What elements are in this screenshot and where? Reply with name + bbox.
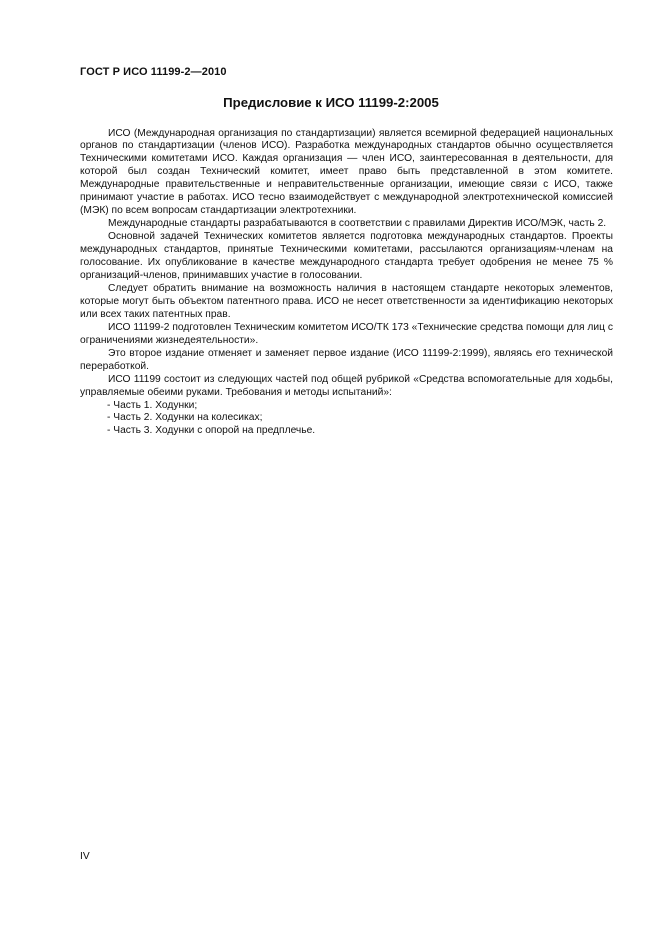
paragraph-committee-task: Основной задачей Технических комитетов является подготовка международных стандартов. Проекты международных стандартов, принятые Техническими комитетами, рассылаются организациям-членам на голосование. Их опубликование в качестве международного стандарта требует одобрения не менее 75 % организаций-членов, принимавших участие в голосовании. [80, 231, 613, 281]
body-text [80, 128, 613, 439]
section-title: Предисловие к ИСО 11199-2:2005 [223, 95, 439, 110]
paragraph-directives: Международные стандарты разрабатываются в соответствии с правилами Директив ИСО/МЭК, часть 2. [108, 218, 607, 230]
paragraph-prepared-by: ИСО 11199-2 подготовлен Техническим комитетом ИСО/ТК 173 «Технические средства помощи для лиц с ограничениями жизнедеятельности». [80, 321, 613, 346]
paragraph-edition: Это второе издание отменяет и заменяет первое издание (ИСО 11199-2:1999), являясь его технической переработкой. [80, 347, 613, 372]
list-item: - Часть 3. Ходунки с опорой на предплечье. [107, 425, 316, 437]
page-number: IV [80, 851, 90, 862]
paragraph-patent-notice: Следует обратить внимание на возможность наличия в настоящем стандарте некоторых элементов, которые могут быть объектом патентного права. ИСО не несет ответственности за идентификацию некоторых или всех таких патентных прав. [80, 282, 613, 320]
list-item: - Часть 1. Ходунки; [107, 399, 198, 411]
list-item: - Часть 2. Ходунки на колесиках; [107, 412, 263, 424]
document-code-header: ГОСТ Р ИСО 11199-2—2010 [80, 66, 227, 78]
paragraph-parts-intro: ИСО 11199 состоит из следующих частей под общей рубрикой «Средства вспомогательные для ходьбы, управляемые обеими руками. Требования и методы испытаний»: [80, 373, 613, 398]
parts-list [80, 400, 613, 439]
paragraph-iso-intro: ИСО (Международная организация по стандартизации) является всемирной федерацией национальных органов по стандартизации (членов ИСО). Разработка международных стандартов обычно осуществляется Техническими комитетами ИСО. Каждая организация — член ИСО, заинтересованная в деятельности, для которой был создан Технический комитет, имеет право быть представленной в этом комитете. Международные правительственные и неправительственные организации, имеющие связи с ИСО, также принимают участие в работах. ИСО тесно взаимодействует с международной электротехнической комиссией (МЭК) по всем вопросам стандартизации электротехники. [80, 127, 613, 217]
